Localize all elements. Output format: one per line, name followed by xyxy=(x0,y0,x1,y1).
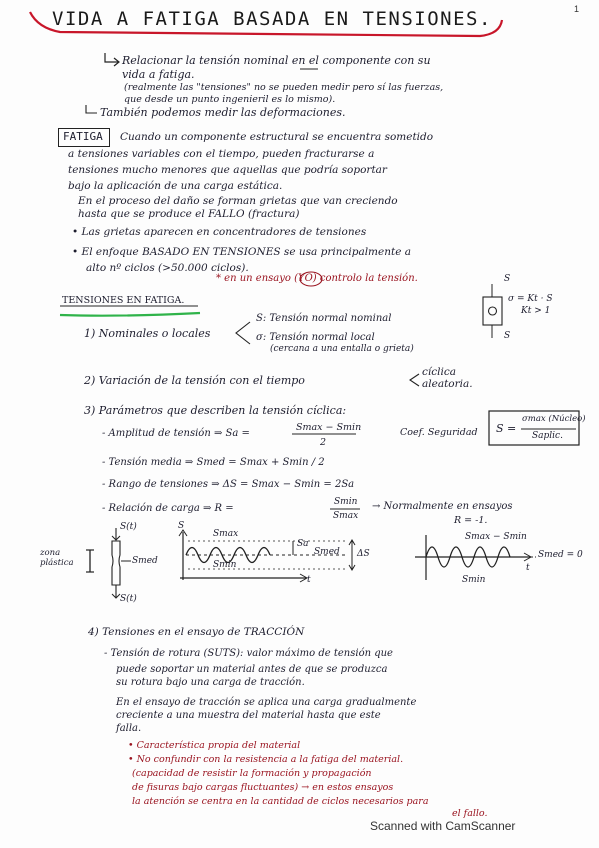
relacion-carga: - Relación de carga ⇒ R = xyxy=(102,503,234,514)
traccion-line-6: falla. xyxy=(116,723,142,734)
sketch-s-bottom: S xyxy=(504,331,511,341)
scanner-watermark: Scanned with CamScanner xyxy=(370,819,516,833)
nominales-label: 1) Nominales o locales xyxy=(84,327,211,340)
fatiga-line-3: tensiones mucho menores que aquellas que podría soportar xyxy=(68,164,387,176)
relacion-note: → Normalmente en ensayos xyxy=(372,501,513,512)
variacion-label: 2) Variación de la tensión con el tiempo xyxy=(84,374,305,387)
sketch-s-top: S xyxy=(504,274,511,284)
tensiones-heading: TENSIONES EN FATIGA. xyxy=(62,295,185,306)
relacion-note-2: R = -1. xyxy=(454,515,488,526)
graph2-smin: Smin xyxy=(462,575,486,585)
fatiga-note: * en un ensayo (YO) controlo la tensión. xyxy=(216,273,418,284)
graph2-smed-zero: Smed = 0 xyxy=(538,550,583,560)
sketch-equation: σ = Kt · S xyxy=(508,294,553,304)
traccion-red-5: la atención se centra en la cantidad de ciclos necesarios para xyxy=(132,796,429,807)
intro-line-1: Relacionar la tensión nominal en el componente con su xyxy=(122,54,431,67)
traccion-red-6: el fallo. xyxy=(452,808,488,819)
graph1-sa: Sa xyxy=(297,539,309,549)
page-title: VIDA A FATIGA BASADA EN TENSIONES. xyxy=(52,8,492,30)
relacion-numerator: Smin xyxy=(334,497,358,507)
traccion-line-2: puede soportar un material antes de que se produzca xyxy=(116,664,388,675)
amplitud-label: - Amplitud de tensión ⇒ Sa = xyxy=(102,428,250,439)
plastica-label: plástica xyxy=(40,558,74,568)
nominal-s-def: S: Tensión normal nominal xyxy=(256,313,392,324)
specimen-st-bottom: S(t) xyxy=(120,594,137,604)
specimen-smed: Smed xyxy=(132,556,158,566)
fatiga-bullet-1: • Las grietas aparecen en concentradores de tensiones xyxy=(72,226,367,238)
traccion-red-3: (capacidad de resistir la formación y propagación xyxy=(132,768,372,779)
coef-seguridad-den: Saplic. xyxy=(532,431,563,441)
graph1-delta-s: ΔS xyxy=(357,549,370,559)
traccion-line-4: En el ensayo de tracción se aplica una carga gradualmente xyxy=(116,697,417,708)
sketch-kt: Kt > 1 xyxy=(521,306,551,316)
intro-line-3: (realmente las "tensiones" no se pueden medir pero sí las fuerzas, xyxy=(124,82,444,93)
relacion-denominator: Smax xyxy=(333,511,359,521)
intro-line-4: que desde un punto ingenieril es lo mismo). xyxy=(124,94,336,105)
graph1-smax: Smax xyxy=(213,529,239,539)
intro-line-5: También podemos medir las deformaciones. xyxy=(100,106,346,119)
page-number: 1 xyxy=(574,4,580,14)
tension-media: - Tensión media ⇒ Smed = Smax + Smin / 2 xyxy=(102,457,325,468)
rango-tensiones: - Rango de tensiones ⇒ ΔS = Smax − Smin = 2Sa xyxy=(102,479,355,490)
amplitud-denominator: 2 xyxy=(320,437,327,448)
traccion-red-4: de fisuras bajo cargas fluctuantes) → en estos ensayos xyxy=(132,782,394,793)
traccion-heading: 4) Tensiones en el ensayo de TRACCIÓN xyxy=(88,626,305,638)
specimen-st-top: S(t) xyxy=(120,522,137,532)
local-sigma-note: (cercana a una entalla o grieta) xyxy=(270,344,414,354)
amplitud-numerator: Smax − Smin xyxy=(296,422,362,433)
traccion-red-2: • No confundir con la resistencia a la fatiga del material. xyxy=(128,754,404,765)
fatiga-line-4: bajo la aplicación de una carga estática. xyxy=(68,180,283,192)
variacion-ciclica: cíclica xyxy=(422,366,456,378)
graph1-s-axis: S xyxy=(178,521,185,531)
graph2-t-axis: t xyxy=(526,563,530,573)
coef-seguridad-label: Coef. Seguridad xyxy=(400,427,478,438)
fatiga-line-1: Cuando un componente estructural se encuentra sometido xyxy=(120,131,434,143)
coef-seguridad-eq: S = xyxy=(496,422,517,435)
traccion-line-3: su rotura bajo una carga de tracción. xyxy=(116,677,305,688)
parametros-label: 3) Parámetros que describen la tensión cíclica: xyxy=(84,404,347,417)
graph1-smin: Smin xyxy=(213,560,237,570)
intro-line-2: vida a fatiga. xyxy=(122,68,195,81)
fatiga-line-5: En el proceso del daño se forman grietas que van creciendo xyxy=(78,195,398,207)
fatiga-bullet-2: • El enfoque BASADO EN TENSIONES se usa principalmente a xyxy=(72,246,412,258)
fatiga-line-2: a tensiones variables con el tiempo, pueden fracturarse a xyxy=(68,148,375,160)
traccion-red-1: • Característica propia del material xyxy=(128,740,301,751)
graph1-smed: Smed xyxy=(314,547,340,557)
fatiga-line-6: hasta que se produce el FALLO (fractura) xyxy=(78,208,300,220)
fatiga-label: FATIGA xyxy=(63,130,103,143)
coef-seguridad-num: σmax (Núcleo) xyxy=(522,414,586,424)
zona-label: zona xyxy=(40,548,61,558)
traccion-line-5: creciente a una muestra del material hasta que este xyxy=(116,710,381,721)
traccion-line-1: - Tensión de rotura (SUTS): valor máximo de tensión que xyxy=(104,648,393,659)
graph1-t-axis: t xyxy=(307,575,311,585)
variacion-aleatoria: aleatoria. xyxy=(422,378,473,390)
local-sigma-def: σ: Tensión normal local xyxy=(256,332,375,343)
graph2-smax-smin: Smax − Smin xyxy=(465,532,527,542)
fatiga-bullet-2b: alto nº ciclos (>50.000 ciclos). xyxy=(86,262,249,274)
